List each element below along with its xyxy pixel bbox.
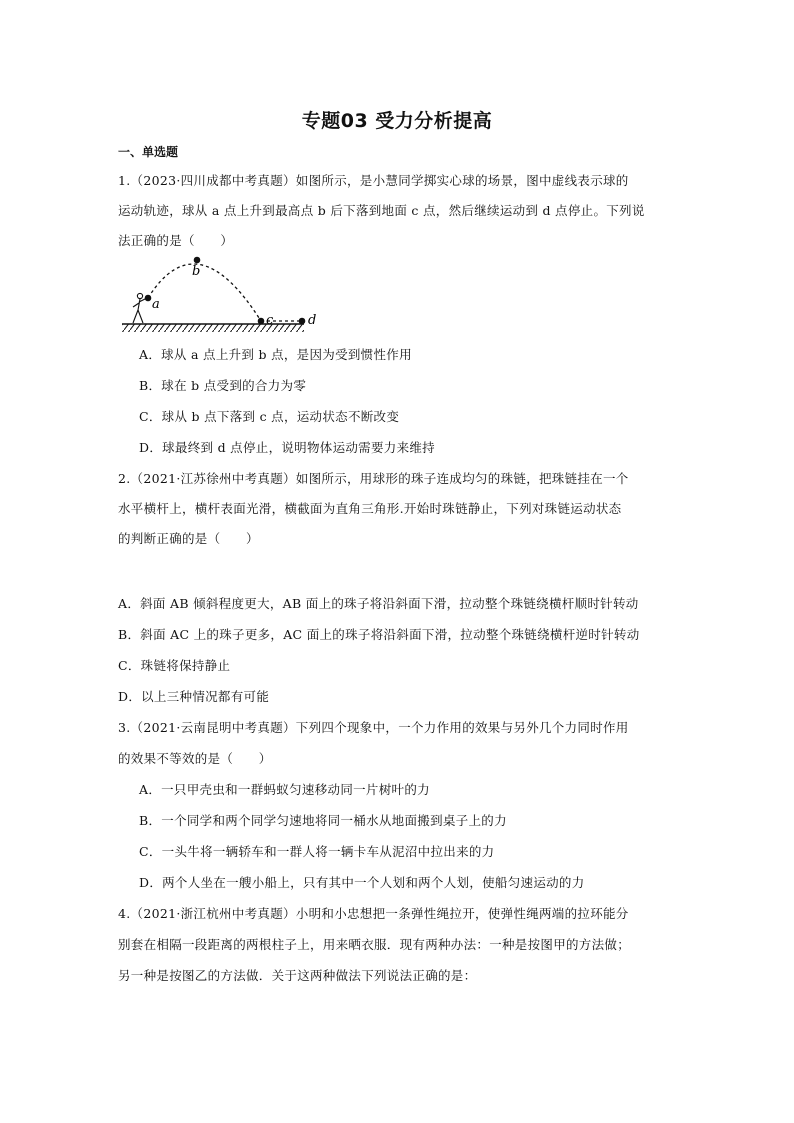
q3-option-d: D．两个人坐在一艘小船上，只有其中一个人划和两个人划，使船匀速运动的力 [139, 875, 585, 890]
q1-trajectory-figure [118, 250, 323, 335]
ball-point-d [299, 318, 306, 325]
q2-option-a: A．斜面 AB 倾斜程度更大，AB 面上的珠子将沿斜面下滑，拉动整个珠链绕横杆顺时针转动 [118, 596, 639, 611]
ball-point-c [258, 318, 265, 325]
label-c: c [266, 313, 274, 328]
q1-text-line-3: 法正确的是（ ） [118, 233, 234, 248]
trajectory-path [148, 264, 261, 321]
q1-option-b: B．球在 b 点受到的合力为零 [139, 378, 307, 393]
q2-option-c: C．珠链将保持静止 [118, 658, 231, 673]
q2-text-line-1: 2.（2021·江苏徐州中考真题）如图所示，用球形的珠子连成均匀的珠链，把珠链挂在一个 [118, 471, 629, 486]
ground-hatching [122, 324, 304, 332]
label-a: a [152, 297, 160, 312]
ball-point-b [194, 257, 201, 264]
q4-text-line-2: 别套在相隔一段距离的两根柱子上，用来晒衣服．现有两种办法：一种是按图甲的方法做； [118, 937, 631, 952]
section-heading: 一、单选题 [118, 145, 179, 159]
q3-text-line-1: 3.（2021·云南昆明中考真题）下列四个现象中，一个力作用的效果与另外几个力同时作用 [118, 720, 629, 735]
q2-text-line-2: 水平横杆上，横杆表面光滑，横截面为直角三角形.开始时珠链静止，下列对珠链运动状态 [118, 501, 622, 516]
q1-option-d: D．球最终到 d 点停止，说明物体运动需要力来维持 [139, 440, 435, 455]
q1-text-line-2: 运动轨迹，球从 a 点上升到最高点 b 后下落到地面 c 点，然后继续运动到 d 点停止。下列说 [118, 203, 645, 218]
label-b: b [192, 264, 201, 279]
q1-option-a: A．球从 a 点上升到 b 点，是因为受到惯性作用 [139, 347, 412, 362]
q3-text-line-2: 的效果不等效的是（ ） [118, 751, 272, 766]
q4-text-line-3: 另一种是按图乙的方法做．关于这两种做法下列说法正确的是： [118, 968, 477, 983]
q2-option-b: B．斜面 AC 上的珠子更多，AC 面上的珠子将沿斜面下滑，拉动整个珠链绕横杆逆时针转动 [118, 627, 640, 642]
q4-text-line-1: 4.（2021·浙江杭州中考真题）小明和小忠想把一条弹性绳拉开，使弹性绳两端的拉环能分 [118, 906, 629, 921]
page-title: 专题03 受力分析提高 [301, 110, 493, 132]
ball-point-a [145, 295, 152, 302]
q3-option-a: A．一只甲壳虫和一群蚂蚁匀速移动同一片树叶的力 [139, 782, 430, 797]
q3-option-b: B．一个同学和两个同学匀速地将同一桶水从地面搬到桌子上的力 [139, 813, 507, 828]
q2-option-d: D．以上三种情况都有可能 [118, 689, 270, 704]
q3-option-c: C．一头牛将一辆轿车和一群人将一辆卡车从泥沼中拉出来的力 [139, 844, 495, 859]
label-d: d [308, 313, 317, 328]
q2-text-line-3: 的判断正确的是（ ） [118, 531, 259, 546]
q1-option-c: C．球从 b 点下落到 c 点，运动状态不断改变 [139, 409, 400, 424]
q1-text-line-1: 1.（2023·四川成都中考真题）如图所示，是小慧同学掷实心球的场景，图中虚线表示球的 [118, 173, 629, 188]
